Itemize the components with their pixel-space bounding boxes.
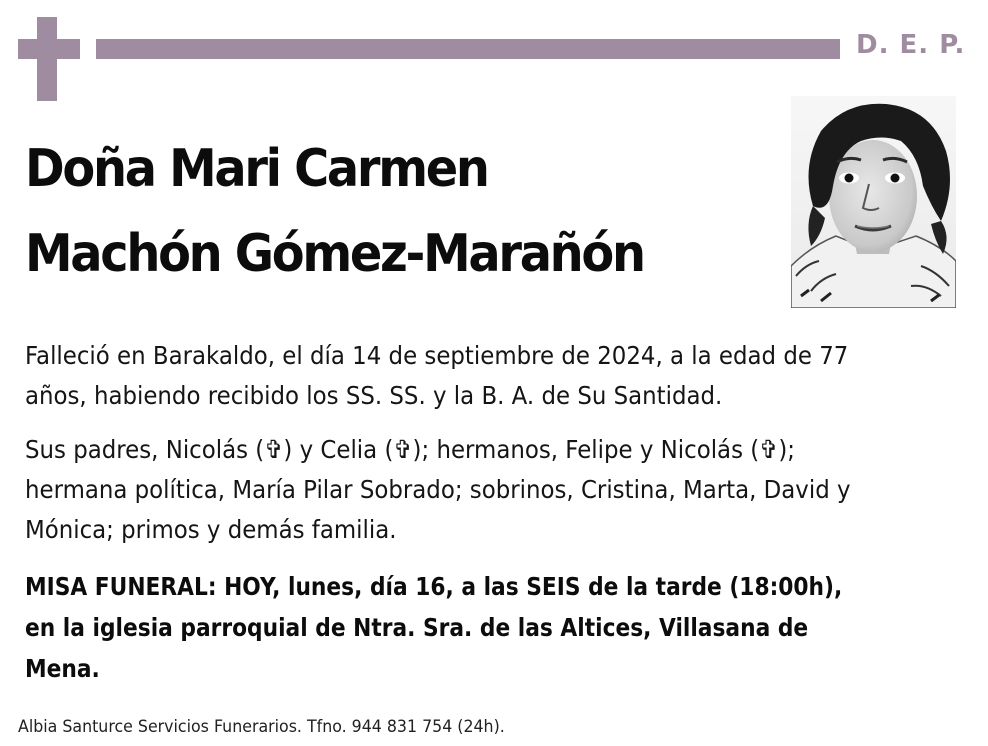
cross-vertical-bar	[37, 17, 57, 101]
family-text-part-3: ); hermanos, Felipe y Nicolás (	[412, 435, 760, 464]
death-details-paragraph: Falleció en Barakaldo, el día 14 de septiembre de 2024, a la edad de 77 años, habiendo recibido los SS. SS. y la B. A. de Su Santidad.	[25, 341, 849, 410]
family-text-part-4: ); hermana política, María Pilar Sobrado; sobrinos, Cristina, Marta, David y Mónica; primos y demás familia.	[25, 435, 851, 544]
family-text-part-1: Sus padres, Nicolás (	[25, 435, 265, 464]
funeral-home-footer: Albia Santurce Servicios Funerarios. Tfno. 944 831 754 (24h).	[18, 717, 505, 737]
deceased-name-line-2: Machón Gómez-Marañón	[25, 224, 644, 284]
portrait-illustration	[791, 96, 956, 308]
dep-label: D. E. P.	[856, 30, 966, 60]
funeral-mass-paragraph: MISA FUNERAL: HOY, lunes, día 16, a las SEIS de la tarde (18:00h), en la iglesia parroquial de Ntra. Sra. de las Altices, Villasana de Mena.	[25, 572, 843, 683]
header-rule	[96, 39, 840, 59]
deceased-cross-icon: ✞	[393, 435, 413, 464]
deceased-cross-icon: ✞	[759, 435, 779, 464]
family-text-part-2: ) y Celia (	[283, 435, 394, 464]
deceased-name-line-1: Doña Mari Carmen	[25, 139, 488, 199]
family-paragraph	[25, 430, 885, 550]
deceased-cross-icon: ✞	[264, 435, 284, 464]
portrait-photo	[791, 96, 956, 308]
cross-horizontal-bar	[18, 39, 80, 59]
